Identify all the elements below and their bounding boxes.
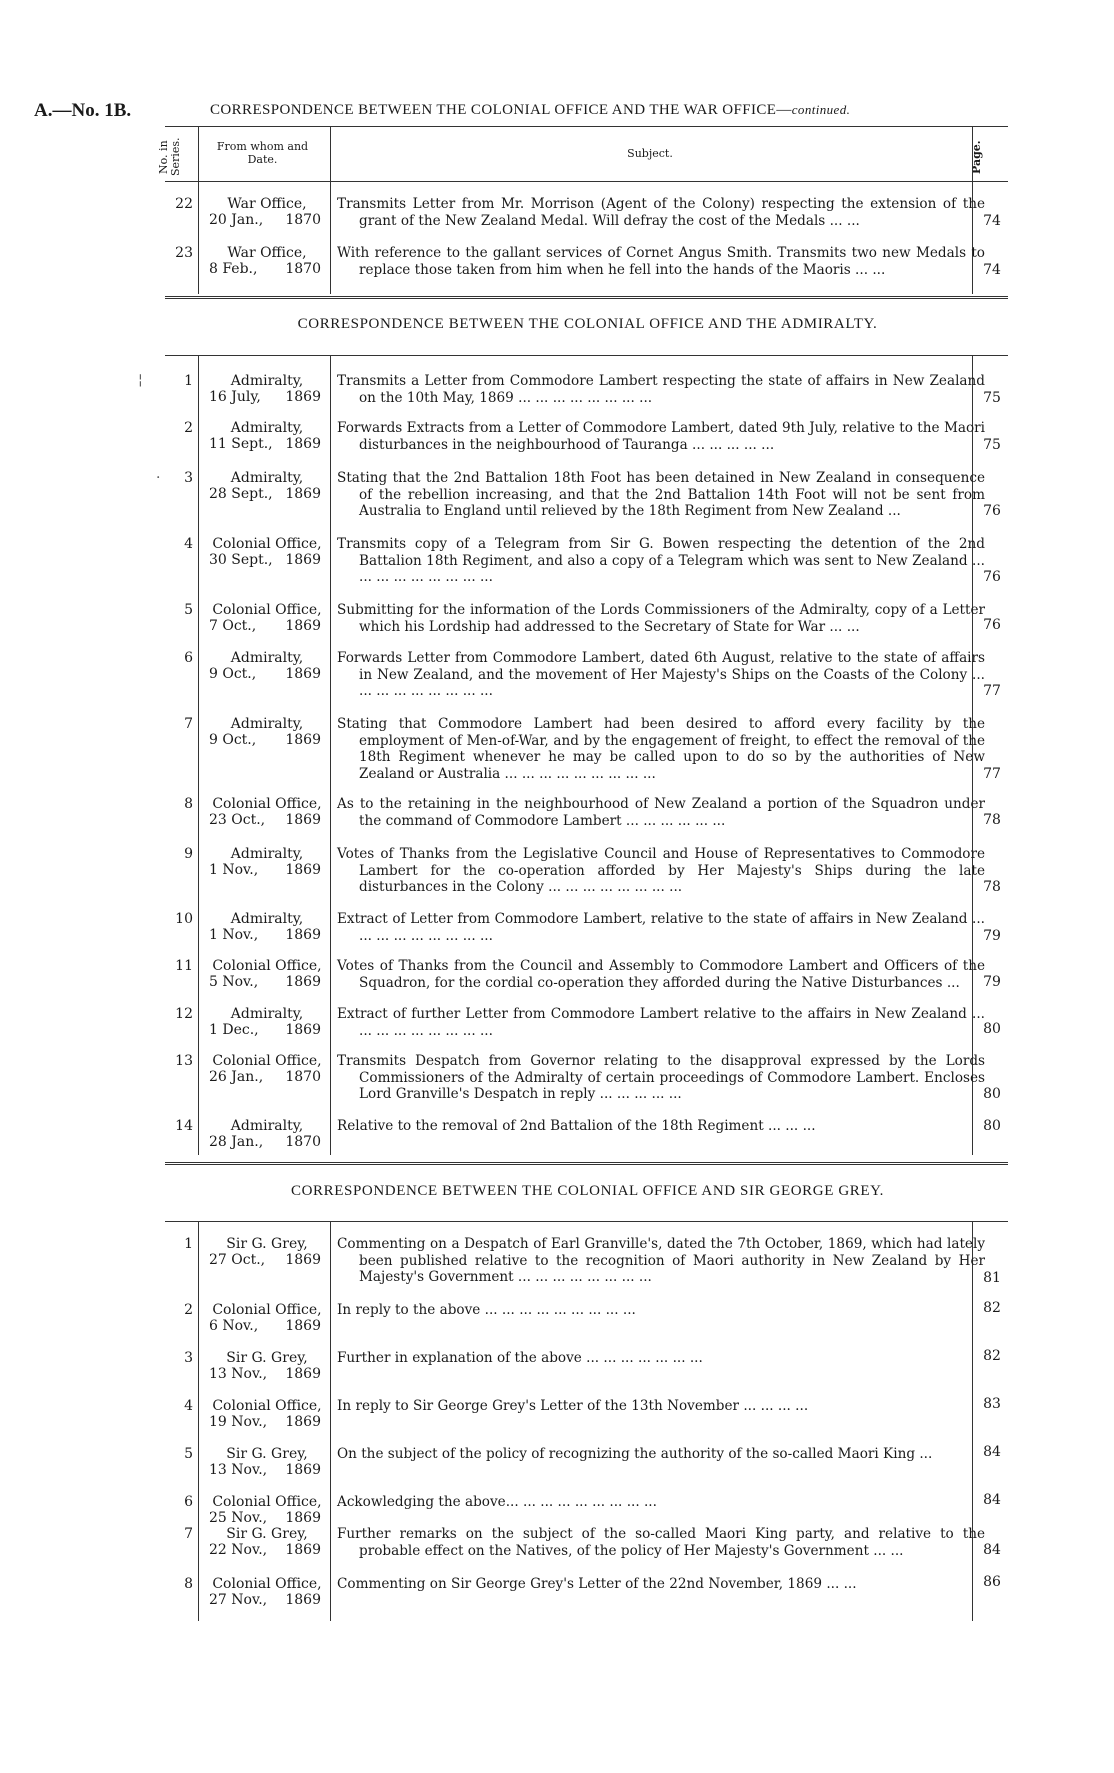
row-number: 8: [184, 796, 193, 812]
row-number: 10: [175, 911, 193, 927]
row-from: Colonial Office, 27 Nov., 1869: [209, 1576, 322, 1608]
row-page: 80: [983, 1021, 1001, 1037]
document-reference: A.—No. 1B.: [34, 100, 132, 121]
row-subject: Forwards Extracts from a Letter of Commodore Lambert, dated 9th July, relative to the Maori disturbances in the neighbourhood of Tauranga ... ... ... ... ...: [337, 420, 985, 453]
row-from: Colonial Office, 6 Nov., 1869: [209, 1302, 322, 1334]
column-header-page: Page.: [970, 140, 983, 174]
row-page: 77: [983, 766, 1001, 782]
table-top-rule: [165, 126, 1008, 127]
row-from: Colonial Office, 7 Oct., 1869: [209, 602, 322, 634]
column-header-subject: Subject.: [627, 147, 673, 160]
row-from: Colonial Office, 23 Oct., 1869: [209, 796, 322, 828]
row-page: 84: [983, 1542, 1001, 1558]
row-from: Sir G. Grey, 13 Nov., 1869: [209, 1446, 321, 1478]
row-page: 78: [983, 879, 1001, 895]
row-subject: Ackowledging the above... ... ... ... ... ... ... ... ...: [337, 1494, 657, 1510]
row-page: 79: [983, 928, 1001, 944]
row-subject: Forwards Letter from Commodore Lambert, dated 6th August, relative to the state of affairs in New Zealand, and the movement of Her Majesty's Ships on the Coasts of the Colony ... ... ... ... ... ... ... ... ...: [337, 650, 985, 699]
row-page: 82: [983, 1348, 1001, 1364]
column-divider: [198, 355, 199, 1155]
row-subject: Stating that the 2nd Battalion 18th Foot has been detained in New Zealand in consequence of the rebellion increasing, and that the 2nd Battalion 14th Foot will not be sent from Australia to England until relieved by the 18th Regiment from New Zealand ...: [337, 470, 985, 519]
row-page: 77: [983, 683, 1001, 699]
row-page: 76: [983, 503, 1001, 519]
row-page: 79: [983, 974, 1001, 990]
row-from: Admiralty, 11 Sept., 1869: [209, 420, 321, 452]
row-page: 75: [983, 437, 1001, 453]
row-subject: Submitting for the information of the Lords Commissioners of the Admiralty, copy of a Letter which his Lordship had addressed to the Secretary of State for War ... ...: [337, 602, 985, 635]
row-subject: Commenting on a Despatch of Earl Granville's, dated the 7th October, 1869, which had lately been published relative to the recognition of Maori authority in New Zealand by Her Majesty's Government ... ... ... ... ... ... ... ...: [337, 1236, 985, 1285]
row-page: 83: [983, 1396, 1001, 1412]
row-subject: Transmits copy of a Telegram from Sir G. Bowen respecting the detention of the 2nd Battalion 18th Regiment, and also a copy of a Telegram which was sent to New Zealand ... ... ... ... ... ... ... ... ...: [337, 536, 985, 585]
row-subject: With reference to the gallant services of Cornet Angus Smith. Transmits two new Medals to replace those taken from him when he fell into the hands of the Maoris ... ...: [337, 245, 985, 278]
row-subject: In reply to the above ... ... ... ... ... ... ... ... ...: [337, 1302, 636, 1318]
row-from: Colonial Office, 5 Nov., 1869: [209, 958, 322, 990]
row-number: 1: [184, 373, 193, 389]
row-number: 14: [175, 1118, 193, 1134]
row-from: Admiralty, 1 Dec., 1869: [209, 1006, 321, 1038]
row-page: 82: [983, 1300, 1001, 1316]
row-number: 4: [184, 1398, 193, 1414]
row-subject: Transmits Despatch from Governor relating to the disapproval expressed by the Lords Commissioners of the Admiralty of certain proceedings of Commodore Lambert. Encloses Lord Granville's Despatch in reply ... ... ... ... ...: [337, 1053, 985, 1102]
section-top-rule: [165, 1221, 1008, 1222]
row-from: Admiralty, 9 Oct., 1869: [209, 716, 321, 748]
row-page: 76: [983, 617, 1001, 633]
row-from: Admiralty, 28 Jan., 1870: [209, 1118, 321, 1150]
column-divider: [198, 1221, 199, 1621]
column-header-number: No. in Series.: [157, 137, 182, 177]
row-from: War Office, 8 Feb., 1870: [209, 245, 321, 277]
column-header-from: From whom and Date.: [216, 140, 309, 166]
section-end-rule: [165, 1162, 1008, 1165]
row-number: 1: [184, 1236, 193, 1252]
table-header-rule: [165, 181, 1008, 182]
row-number: 6: [184, 1494, 193, 1510]
row-subject: In reply to Sir George Grey's Letter of the 13th November ... ... ... ...: [337, 1398, 809, 1414]
row-subject: Commenting on Sir George Grey's Letter of the 22nd November, 1869 ... ...: [337, 1576, 857, 1592]
row-from: Colonial Office, 19 Nov., 1869: [209, 1398, 322, 1430]
row-page: 84: [983, 1492, 1001, 1508]
row-number: 6: [184, 650, 193, 666]
row-number: 11: [175, 958, 193, 974]
row-page: 80: [983, 1118, 1001, 1134]
row-page: 74: [983, 262, 1001, 278]
row-number: 2: [184, 420, 193, 436]
row-page: 80: [983, 1086, 1001, 1102]
row-number: 12: [175, 1006, 193, 1022]
section-end-rule: [165, 296, 1008, 299]
row-number: 7: [184, 716, 193, 732]
row-subject: Transmits Letter from Mr. Morrison (Agent of the Colony) respecting the extension of the grant of the New Zealand Medal. Will defray the cost of the Medals ... ...: [337, 196, 985, 229]
row-subject: Relative to the removal of 2nd Battalion of the 18th Regiment ... ... ...: [337, 1118, 816, 1134]
page-title: CORRESPONDENCE BETWEEN THE COLONIAL OFFICE AND THE WAR OFFICE—continued.: [210, 102, 851, 118]
row-page: 76: [983, 569, 1001, 585]
row-number: 8: [184, 1576, 193, 1592]
row-number: 2: [184, 1302, 193, 1318]
row-from: Colonial Office, 30 Sept., 1869: [209, 536, 322, 568]
row-number: 5: [184, 602, 193, 618]
row-from: Admiralty, 9 Oct., 1869: [209, 650, 321, 682]
row-subject: Votes of Thanks from the Council and Assembly to Commodore Lambert and Officers of the Squadron, for the cordial co-operation they afforded during the Native Disturbances ...: [337, 958, 985, 991]
row-subject: Extract of further Letter from Commodore Lambert relative to the affairs in New Zealand ... ... ... ... ... ... ... ... ...: [337, 1006, 985, 1039]
section-title-grey: CORRESPONDENCE BETWEEN THE COLONIAL OFFICE AND SIR GEORGE GREY.: [291, 1183, 884, 1199]
row-number: 4: [184, 536, 193, 552]
row-from: Admiralty, 28 Sept., 1869: [209, 470, 321, 502]
row-number: 23: [175, 245, 193, 261]
row-from: Colonial Office, 25 Nov., 1869: [209, 1494, 322, 1526]
row-subject: Further in explanation of the above ... ... ... ... ... ... ...: [337, 1350, 703, 1366]
column-divider: [198, 126, 199, 294]
section-top-rule: [165, 355, 1008, 356]
section-title-admiralty: CORRESPONDENCE BETWEEN THE COLONIAL OFFICE AND THE ADMIRALTY.: [297, 316, 878, 332]
row-number: 3: [184, 470, 193, 486]
row-from: Colonial Office, 26 Jan., 1870: [209, 1053, 322, 1085]
row-from: Sir G. Grey, 27 Oct., 1869: [209, 1236, 321, 1268]
row-page: 78: [983, 812, 1001, 828]
row-subject: As to the retaining in the neighbourhood of New Zealand a portion of the Squadron under the command of Commodore Lambert ... ... ... ... ... ...: [337, 796, 985, 829]
margin-mark: ¦: [138, 372, 143, 388]
row-number: 9: [184, 846, 193, 862]
row-page: 75: [983, 390, 1001, 406]
row-page: 74: [983, 213, 1001, 229]
row-subject: Transmits a Letter from Commodore Lambert respecting the state of affairs in New Zealand on the 10th May, 1869 ... ... ... ... ... ... ... ...: [337, 373, 985, 406]
row-page: 86: [983, 1574, 1001, 1590]
row-number: 13: [175, 1053, 193, 1069]
row-from: Admiralty, 1 Nov., 1869: [209, 911, 321, 943]
row-from: Sir G. Grey, 13 Nov., 1869: [209, 1350, 321, 1382]
row-subject: Votes of Thanks from the Legislative Council and House of Representatives to Commodore Lambert for the co-operation afforded by Her Majesty's Ships during the late disturbances in the Colony ... ... ... ... ... ... ... ...: [337, 846, 985, 895]
row-number: 7: [184, 1526, 193, 1542]
row-number: 22: [175, 196, 193, 212]
row-number: 5: [184, 1446, 193, 1462]
row-subject: Stating that Commodore Lambert had been desired to afford every facility by the employment of Men-of-War, and by the engagement of freight, to effect the removal of the 18th Regiment whenever he may be called upon to do so by the authorities of New Zealand or Australia ... ... ... ... ... ... ... ... ...: [337, 716, 985, 782]
row-page: 84: [983, 1444, 1001, 1460]
row-number: 3: [184, 1350, 193, 1366]
row-from: Admiralty, 16 July, 1869: [209, 373, 321, 405]
margin-mark: ·: [156, 470, 161, 486]
row-page: 81: [983, 1270, 1001, 1286]
row-from: Sir G. Grey, 22 Nov., 1869: [209, 1526, 321, 1558]
row-subject: On the subject of the policy of recognizing the authority of the so-called Maori King ...: [337, 1446, 933, 1462]
row-subject: Extract of Letter from Commodore Lambert, relative to the state of affairs in New Zealand ... ... ... ... ... ... ... ... ...: [337, 911, 985, 944]
row-from: War Office, 20 Jan., 1870: [209, 196, 321, 228]
row-from: Admiralty, 1 Nov., 1869: [209, 846, 321, 878]
row-subject: Further remarks on the subject of the so-called Maori King party, and relative to the probable effect on the Natives, of the policy of Her Majesty's Government ... ...: [337, 1526, 985, 1559]
